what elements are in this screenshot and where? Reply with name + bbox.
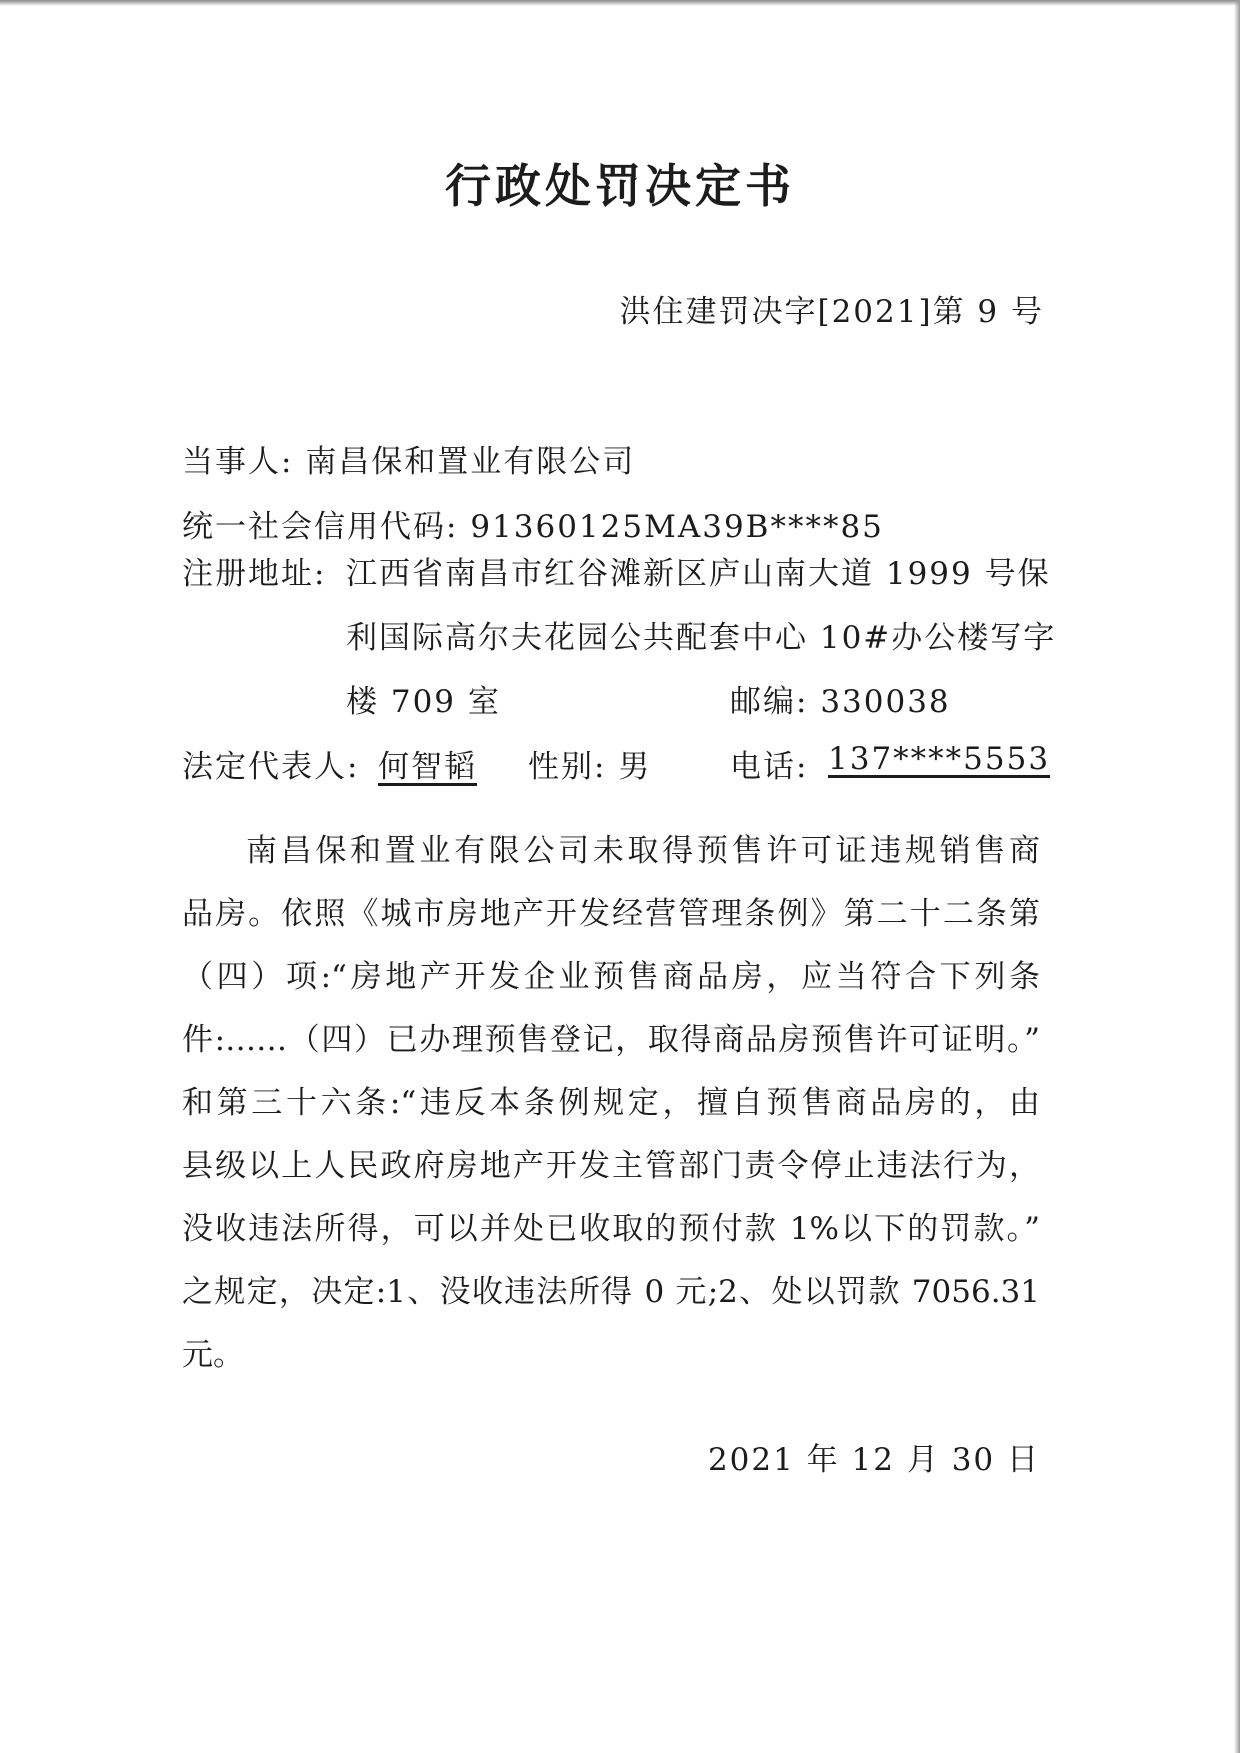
- postcode-label: 邮编:: [730, 684, 809, 720]
- credit-code-line: [182, 501, 884, 546]
- body-paragraph-line: 县级以上人民政府房地产开发主管部门责令停止违法行为，: [182, 1148, 1040, 1184]
- body-paragraph-line: 没收违法所得，可以并处已收取的预付款 1%以下的罚款。”: [182, 1211, 1040, 1247]
- document-title: 行政处罚决定书: [445, 159, 795, 213]
- document-date: 2021 年 12 月 30 日: [707, 1442, 1040, 1478]
- document-number: 洪住建罚决字[2021]第 9 号: [619, 294, 1044, 330]
- postcode-value: 330038: [820, 684, 951, 720]
- body-paragraph-line: 之规定，决定:1、没收违法所得 0 元;2、处以罚款 7056.31: [182, 1274, 1040, 1310]
- address-line-2: 利国际高尔夫花园公共配套中心 10#办公楼写字: [346, 620, 1057, 656]
- legal-rep-label: 法定代表人:: [182, 749, 360, 785]
- body-paragraph-line: （四）项:“房地产开发企业预售商品房，应当符合下列条: [182, 959, 1040, 995]
- scan-border-top: [0, 0, 1240, 6]
- address-line-1: 江西省南昌市红谷滩新区庐山南大道 1999 号保: [346, 556, 1051, 592]
- scan-border-right: [1234, 0, 1240, 1753]
- party-label: 当事人:: [182, 444, 294, 480]
- gender-label: 性别:: [528, 749, 607, 785]
- party-name: 南昌保和置业有限公司: [305, 444, 636, 480]
- postcode-line: [730, 676, 951, 721]
- party-line: [182, 436, 635, 481]
- credit-code-label: 统一社会信用代码:: [182, 509, 459, 545]
- gender-line: [528, 741, 651, 786]
- body-paragraph-line: 南昌保和置业有限公司未取得预售许可证违规销售商: [246, 833, 1040, 869]
- body-paragraph-line: 元。: [182, 1337, 244, 1373]
- body-paragraph-line: 品房。依照《城市房地产开发经营管理条例》第二十二条第: [182, 896, 1040, 932]
- address-line-3: 楼 709 室: [346, 684, 501, 720]
- body-paragraph-line: 件:……（四）已办理预售登记，取得商品房预售许可证明。”: [182, 1022, 1040, 1058]
- phone-label: 电话:: [730, 749, 809, 785]
- phone-value: 137****5553: [828, 741, 1051, 777]
- address-label: 注册地址:: [182, 556, 327, 592]
- body-paragraph-line: 和第三十六条:“违反本条例规定，擅自预售商品房的，由: [182, 1085, 1040, 1121]
- gender-value: 男: [618, 749, 652, 785]
- legal-rep-name: 何智韬: [378, 749, 477, 785]
- credit-code-value: 91360125MA39B****85: [470, 509, 884, 545]
